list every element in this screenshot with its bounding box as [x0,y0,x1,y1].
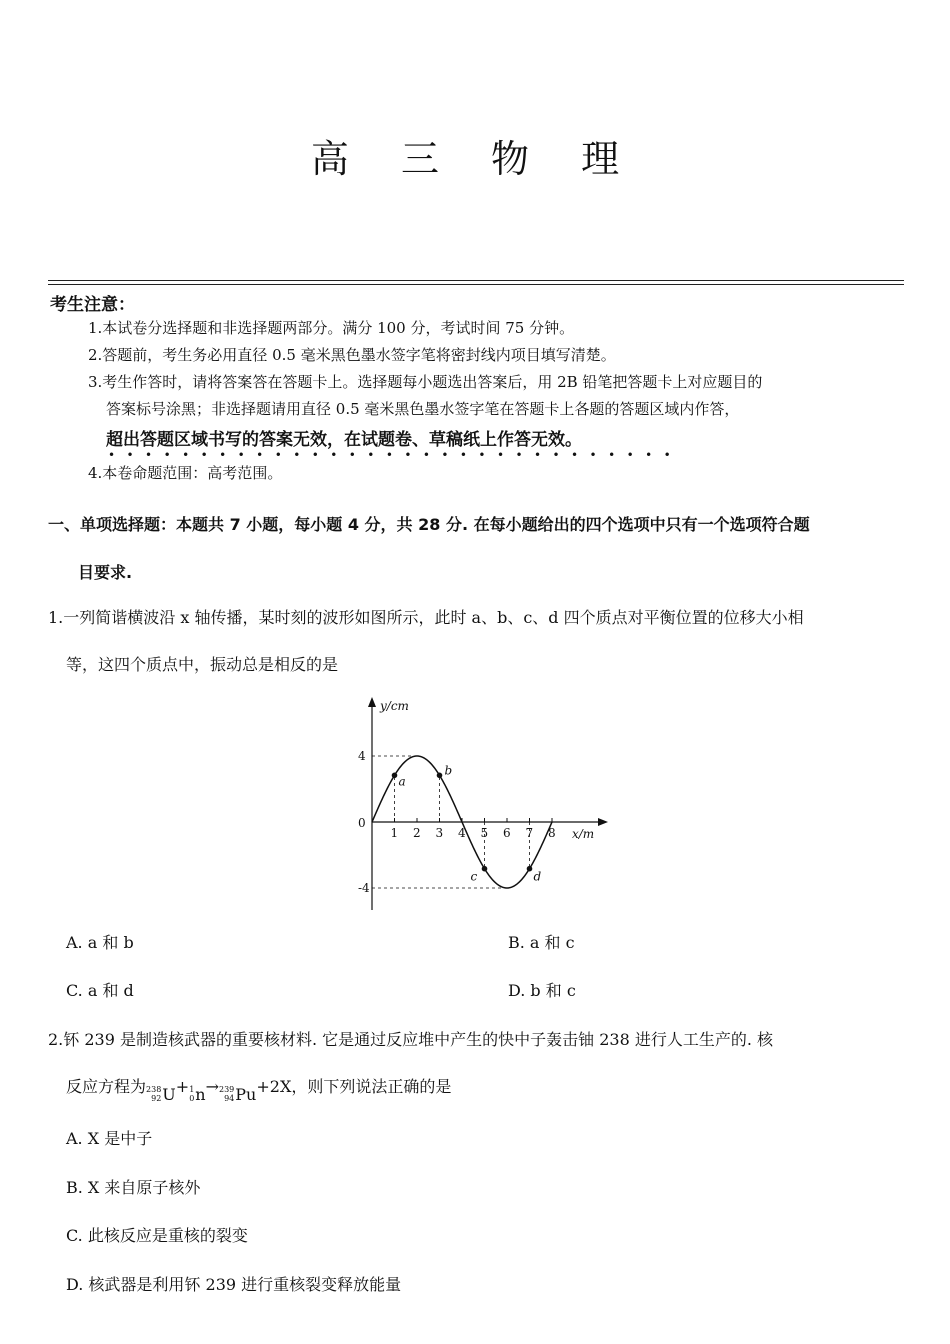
question-2-line-1: 2.钚 239 是制造核武器的重要核材料. 它是通过反应堆中产生的快中子轰击铀 238 进行人工生产的. 核 [48,1030,774,1049]
q2-prefix: 反应方程为 [66,1077,147,1096]
point-d [527,866,533,872]
notice-heading: 考生注意： [50,295,135,315]
nuclide-n: 1 0 n [189,1084,206,1104]
y-axis-arrow [368,697,376,707]
nuclide-u: 238 92 U [146,1084,176,1104]
q2-option-c: C. 此核反应是重核的裂变 [66,1226,248,1245]
header-rule-top [48,280,904,281]
y-tick-label: 4 [358,749,366,763]
point-label-d: d [533,869,542,884]
section-heading-cont: 目要求. [78,563,133,582]
x-tick-label: 8 [548,826,556,840]
q1-option-d: D. b 和 c [508,981,576,1000]
plus-sign: + [175,1077,190,1096]
x-axis-label: x/m [572,827,595,841]
q1-option-a: A. a 和 b [66,933,134,952]
x-axis-arrow [598,818,608,826]
section-heading: 一、单项选择题：本题共 7 小题，每小题 4 分，共 28 分. 在每小题给出的四个选项中只有一个选项符合题 [48,515,810,534]
page-title: 高 三 物 理 [310,137,640,181]
point-b [437,773,443,779]
notice-item-3-cont: 答案标号涂黑；非选择题请用直径 0.5 毫米黑色墨水签字笔在答题卡上各题的答题区域内作答， [106,400,740,418]
q2-option-d: D. 核武器是利用钚 239 进行重核裂变释放能量 [66,1275,402,1294]
equation-tail: +2X [256,1077,292,1096]
point-a [392,773,398,779]
y-tick-label: -4 [358,881,370,895]
point-c [482,866,488,872]
q2-suffix: ，则下列说法正确的是 [291,1077,452,1096]
header-rule-bottom [48,284,904,285]
x-tick-label: 2 [413,826,421,840]
q1-option-b: B. a 和 c [508,933,575,952]
notice-item-4: 4.本卷命题范围：高考范围。 [88,464,283,482]
x-tick-label: 6 [503,826,511,840]
x-tick-label: 5 [480,826,489,840]
x-tick-label: 7 [525,826,534,840]
question-2-line-2 [66,1074,451,1104]
q2-option-a: A. X 是中子 [66,1129,153,1148]
notice-item-1: 1.本试卷分选择题和非选择题两部分。满分 100 分，考试时间 75 分钟。 [88,319,575,337]
nuclide-pu: 239 94 Pu [219,1084,257,1104]
point-label-a: a [398,774,406,789]
notice-item-3: 3.考生作答时，请将答案答在答题卡上。选择题每小题选出答案后，用 2B 铅笔把答题卡上对应题目的 [88,373,763,391]
question-1-line-1: 1.一列简谐横波沿 x 轴传播，某时刻的波形如图所示，此时 a、b、c、d 四个质点对平衡位置的位移大小相 [48,608,804,627]
y-axis-label: y/cm [380,699,409,713]
origin-label: 0 [358,816,366,830]
x-tick-label: 4 [458,826,466,840]
arrow: → [205,1077,219,1096]
notice-emphasis: 超出答题区域书写的答案无效，在试题卷、草稿纸上作答无效。 [106,430,582,450]
notice-item-2: 2.答题前，考生务必用直径 0.5 毫米黑色墨水签字笔将密封线内项目填写清楚。 [88,346,616,364]
q2-option-b: B. X 来自原子核外 [66,1178,201,1197]
emphasis-dots: • • • • • • • • • • • • • • • • • • • • • • • • • • • • • • • [108,448,671,462]
point-label-c: c [470,869,478,884]
q1-option-c: C. a 和 d [66,981,134,1000]
question-1-line-2: 等，这四个质点中，振动总是相反的是 [66,655,339,674]
wave-chart [340,694,620,920]
x-tick-label: 1 [390,826,399,840]
point-label-b: b [444,763,453,778]
x-tick-label: 3 [435,826,444,840]
